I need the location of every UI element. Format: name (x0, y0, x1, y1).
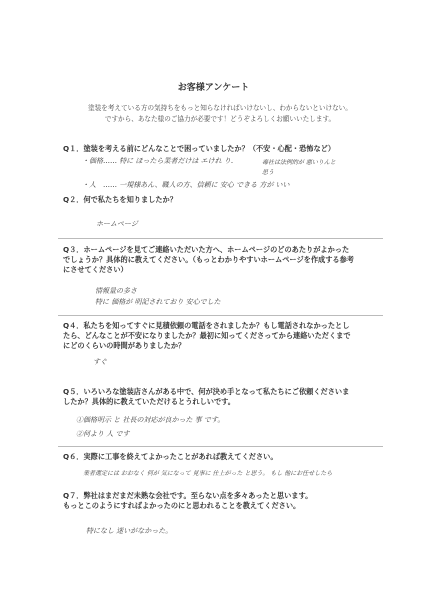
question-4 (63, 321, 373, 351)
answer-3-line-2: 特に 価格が 明記されており 安心でした (95, 298, 221, 306)
divider (58, 238, 383, 239)
answer-2-line-1: ホームページ (96, 220, 138, 228)
question-text: Q２．何で私たちを知りましたか？ (63, 195, 177, 204)
answer-1-line-3: 思う (262, 169, 275, 176)
question-text: もっとこのようにすればよかったのにと思われることを教えてください。 (63, 501, 301, 510)
answer-5-line-1: ①価格明示 と 社長の対応が良かった 事 です。 (76, 416, 225, 424)
question-text: Q３．ホームページを見てご連絡いただいた方へ、ホームページのどのあたりがよかった (63, 245, 350, 254)
question-text: Q７．弊社はまだまだ未熟な会社です。至らない点を多々あったと思います。 (63, 491, 313, 500)
question-5 (63, 387, 373, 407)
answer-5-line-2: ②何より 人 です (76, 430, 130, 438)
question-text: でしょうか？具体的に教えてください。（もっとわかりやすいホームページを作成する参考 (63, 255, 354, 264)
intro-line-2: ですから、あなた様のご協力が必要です！どうぞよろしくお願いいたします。 (104, 115, 336, 123)
answer-1-line-2: 毒社は法例的が 悪いりんと (262, 159, 336, 166)
question-text: Q５．いろいろな塗装店さんがある中で、何が決め手となって私たちにご依頼くださいま (63, 387, 350, 396)
question-text: したか？具体的に教えていただけるとうれしいです。 (63, 397, 235, 406)
survey-title: お客様アンケート (177, 83, 250, 93)
question-6 (63, 452, 373, 462)
question-text: Q６．実際に工事を終えてよかったことがあれば教えてください。 (63, 452, 278, 461)
intro-line-1: 塗装を考えている方の気持ちをもっと知らなければいけないし、わからないといけない。 (88, 104, 352, 112)
answer-6-line-1: 業者選定には おおなく 何が 気になって 見事に 仕上がった と思う。 もし 他にお任せしたら (83, 470, 333, 477)
question-1 (63, 144, 373, 154)
answer-1-line-4: ・人 …… 一規様あん、職人の方、信頼に 安心 できる 方が いい (82, 181, 290, 189)
answer-4-line-1: すぐ (93, 358, 107, 366)
answer-1-line-1: ・価格…… 特に ほったら業者だけは エけれ り. (82, 157, 234, 165)
question-text: Q１．塗装を考える前にどんなことで困っていましたか？（不安・心配・恐怖など） (63, 144, 336, 153)
question-text: Q４．私たちを知ってすぐに見積依頼の電話をされましたか？もし電話されなかったとし (63, 321, 350, 330)
question-text: にどのくらいの時間がありましたか？ (63, 341, 186, 350)
divider (58, 315, 383, 316)
question-text: にさせてください） (63, 265, 128, 274)
question-7 (63, 491, 373, 511)
answer-7-line-1: 特になし 迷いがなかった。 (86, 527, 173, 535)
answer-3-line-1: 情報量の多さ (95, 287, 137, 295)
divider (58, 446, 383, 447)
question-2 (63, 195, 373, 205)
question-3 (63, 245, 373, 275)
question-text: たら、どんなことが不安になりましたか？最初に知ってくださってから連絡いただくまで (63, 331, 351, 340)
